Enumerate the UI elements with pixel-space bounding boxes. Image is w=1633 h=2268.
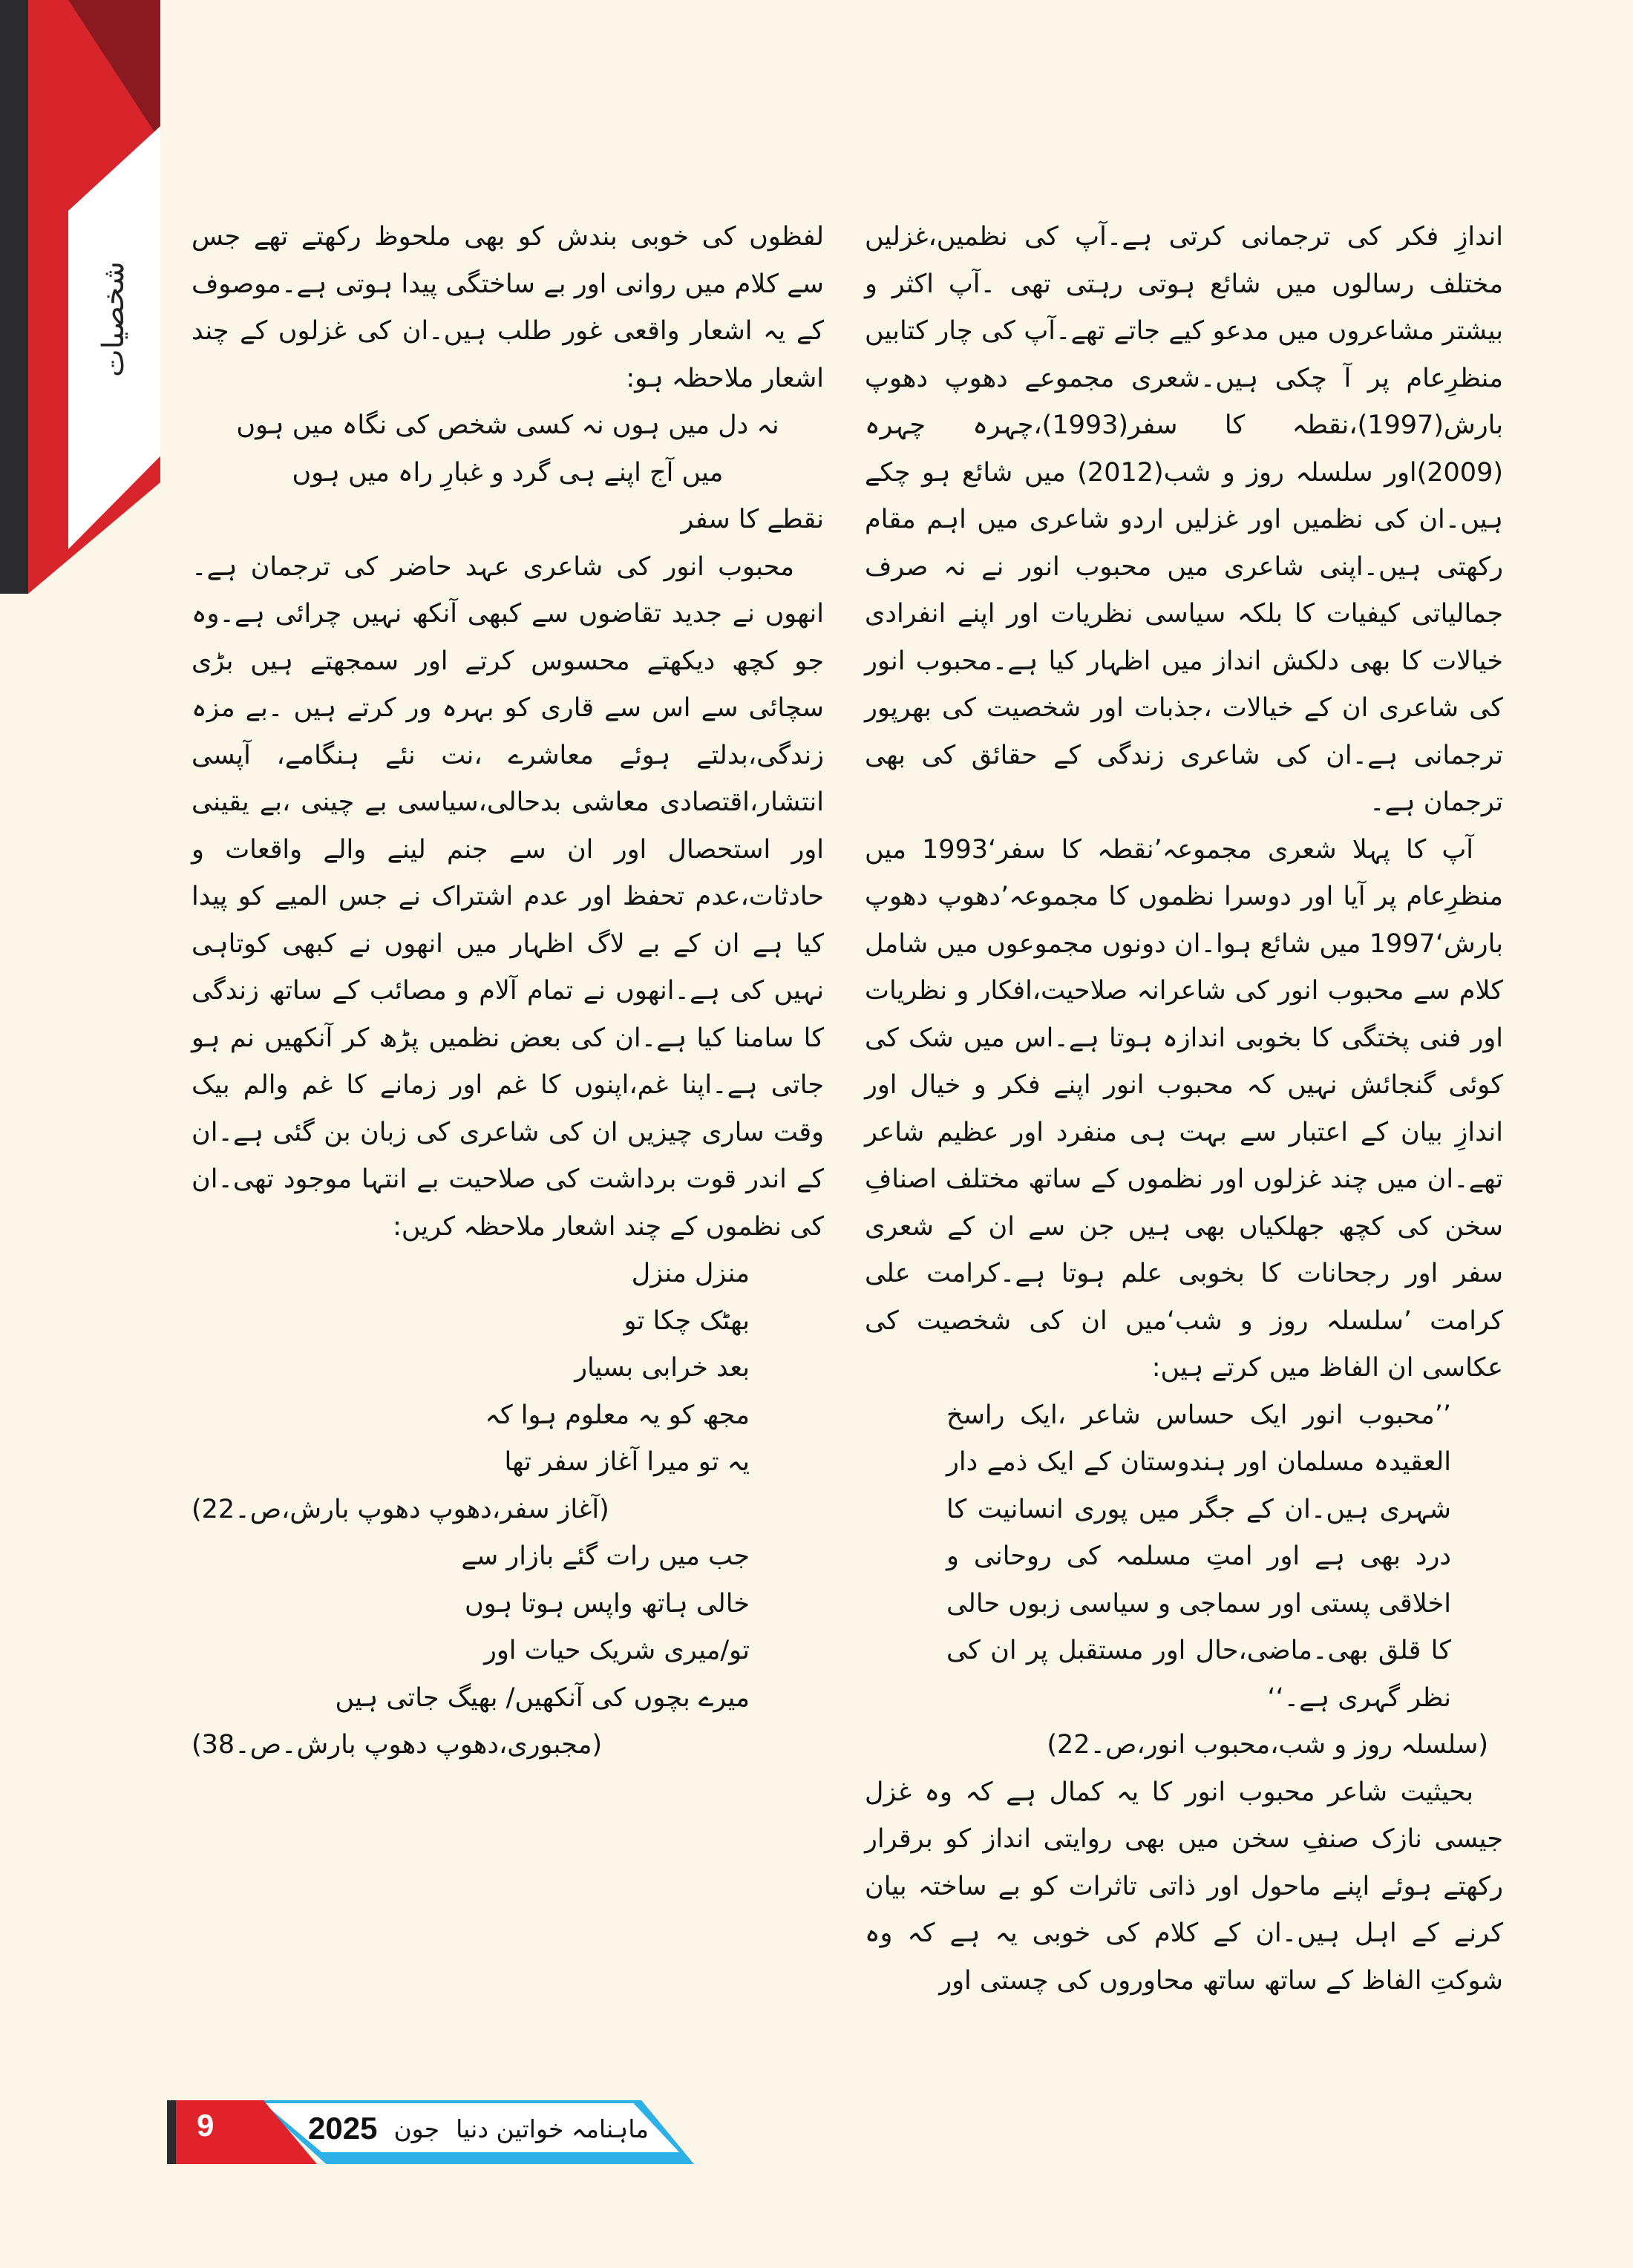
right-paragraph-1: اندازِ فکر کی ترجمانی کرتی ہے۔آپ کی نظمیں،غزلیں مختلف رسالوں میں شائع ہوتی رہتی تھی ۔آپ اکثر و بیشتر مشاعروں میں مدعو کیے جاتے تھے۔آپ کی چار کتابیں منظرِعام پر آ چکی ہیں۔شعری مجموعے دھوپ دھوپ بارش(1997)،نقطہ کا سفر(1993)،چہرہ چہرہ (2009)اور سلسلہ روز و شب(2012) میں شائع ہو چکے ہیں۔ان کی نظمیں اور غزلیں اردو شاعری میں اہم مقام رکھتی ہیں۔اپنی شاعری میں محبوب انور نے نہ صرف جمالیاتی کیفیات کا بلکہ سیاسی نظریات اور اپنے انفرادی خیالات کا بھی دلکش انداز میں اظہار کیا ہے۔محبوب انور کی شاعری ان کے خیالات ،جذبات اور شخصیت کی بھرپور ترجمانی ہے۔ان کی شاعری زندگی کے حقائق کی بھی ترجمان ہے۔: [865, 222, 1503, 817]
verse-line-2: میں آج اپنے ہی گرد و غبارِ راہ میں ہوں: [292, 457, 724, 488]
poem-line: منزل منزل: [631, 1259, 750, 1288]
poem-2: [192, 1533, 824, 1722]
section-label: شخصیات: [96, 261, 131, 377]
footer-dark-bar: [167, 2100, 176, 2164]
left-paragraph-1: لفظوں کی خوبی بندش کو بھی ملحوظ رکھتے تھے جس سے کلام میں روانی اور بے ساختگی پیدا ہوتی ہے۔موصوف کے یہ اشعار واقعی غور طلب ہیں۔ان کی غزلوں کے چند اشعار ملاحظہ ہو:: [192, 222, 824, 393]
poem-1: [192, 1251, 824, 1487]
left-column: [192, 214, 824, 1769]
right-paragraph-2: آپ کا پہلا شعری مجموعہ’نقطہ کا سفر‘1993 میں منظرِعام پر آیا اور دوسرا نظموں کا مجموعہ’دھوپ دھوپ بارش‘1997 میں شائع ہوا۔ان دونوں مجموعوں میں شامل کلام سے محبوب انور کی شاعرانہ صلاحیت،افکار و نظریات اور فنی پختگی کا بخوبی اندازہ ہوتا ہے۔اس میں شک کی کوئی گنجائش نہیں کہ محبوب انور اپنے فکر و خیال اور اندازِ بیان کے اعتبار سے بہت ہی منفرد اور عظیم شاعر تھے۔ان میں چند غزلوں اور نظموں کے ساتھ مختلف اصنافِ سخن کی کچھ جھلکیاں بھی ہیں جن سے ان کے شعری سفر اور رجحانات کا بخوبی علم ہوتا ہے۔کرامت علی کرامت ’سلسلہ روز و شب‘میں ان کی شخصیت کی عکاسی ان الفاظ میں کرتے ہیں:: [865, 834, 1503, 1383]
footer-year: 2025: [308, 2111, 378, 2146]
right-paragraph-3: بحیثیت شاعر محبوب انور کا یہ کمال ہے کہ وہ غزل جیسی نازک صنفِ سخن میں بھی روایتی انداز کو برقرار رکھتے ہوئے اپنے ماحول اور ذاتی تاثرات کو بے ساختہ بیان کرنے کے اہل ہیں۔ان کے کلام کی خوبی یہ ہے کہ وہ شوکتِ الفاظ کے ساتھ ساتھ محاوروں کی چستی اور: [865, 1777, 1503, 1996]
magazine-name: ماہنامہ خواتین دنیا: [456, 2114, 649, 2143]
poem-line: مجھ کو یہ معلوم ہوا کہ: [485, 1400, 750, 1430]
block-quote: ’’محبوب انور ایک حساس شاعر ،ایک راسخ العقیدہ مسلمان اور ہندوستان کے ایک ذمے دار شہری ہیں۔ان کے جگر میں پوری انسانیت کا درد بھی ہے اور امتِ مسلمہ کی روحانی و اخلاقی پستی اور سماجی و سیاسی زبوں حالی کا قلق بھی۔ماضی،حال اور مستقبل پر ان کی نظر گہری ہے۔‘‘: [946, 1400, 1451, 1713]
poem-line: میرے بچوں کی آنکھیں/ بھیگ جاتی ہیں: [335, 1682, 750, 1713]
page-footer: [167, 2100, 694, 2164]
footer-title: [308, 2108, 664, 2149]
poem-line: خالی ہاتھ واپس ہوتا ہوں: [465, 1588, 750, 1619]
left-paragraph-2: محبوب انور کی شاعری عہد حاضر کی ترجمان ہے۔انھوں نے جدید تقاضوں سے کبھی آنکھ نہیں چرائی ہے۔وہ جو کچھ دیکھتے محسوس کرتے اور سمجھتے ہیں بڑی سچائی سے اس سے قاری کو بہرہ ور کرتے ہیں ۔بے مزہ زندگی،بدلتے ہوئے معاشرے ،نت نئے ہنگامے، آپسی انتشار،اقتصادی معاشی بدحالی،سیاسی بے چینی ،بے یقینی اور استحصال اور ان سے جنم لینے والے واقعات و حادثات،عدم تحفظ اور عدم اشتراک نے جس المیے کو پیدا کیا ہے ان کے بے لاگ اظہار میں انھوں نے کبھی کوتاہی نہیں کی ہے۔انھوں نے تمام آلام و مصائب کے ساتھ زندگی کا سامنا کیا ہے۔ان کی بعض نظمیں پڑھ کر آنکھیں نم ہو جاتی ہے۔اپنا غم،اپنوں کا غم اور زمانے کا غم والم بیک وقت ساری چیزیں ان کی شاعری کی زبان بن گئی ہے۔ان کے اندر قوت برداشت کی صلاحیت بے انتہا موجود تھی۔ان کی نظموں کے چند اشعار ملاحظہ کریں:: [192, 551, 824, 1242]
poem-2-reference: (مجبوری،دھوپ دھوپ بارش۔ص۔38): [192, 1730, 603, 1760]
poem-1-reference: (آغاز سفر،دھوپ دھوپ بارش،ص۔22): [192, 1494, 609, 1524]
verse-line-1: نہ دل میں ہوں نہ کسی شخص کی نگاہ میں ہوں: [236, 410, 779, 440]
footer-month: جون: [393, 2114, 440, 2143]
poem-line: بھٹک چکا تو: [624, 1305, 750, 1336]
right-column: [865, 214, 1503, 2005]
side-band-dark: [0, 0, 28, 594]
quote-reference: (سلسلہ روز و شب،محبوب انور،ص۔22): [1047, 1730, 1488, 1760]
poem-line: تو/میری شریک حیات اور: [483, 1636, 750, 1665]
poem-line: جب میں رات گئے بازار سے: [461, 1541, 750, 1571]
subheading: نقطے کا سفر: [681, 505, 824, 534]
page-number: 9: [197, 2108, 215, 2143]
poem-line: بعد خرابی بسیار: [575, 1353, 750, 1383]
poem-line: یہ تو میرا آغاز سفر تھا: [504, 1447, 750, 1477]
